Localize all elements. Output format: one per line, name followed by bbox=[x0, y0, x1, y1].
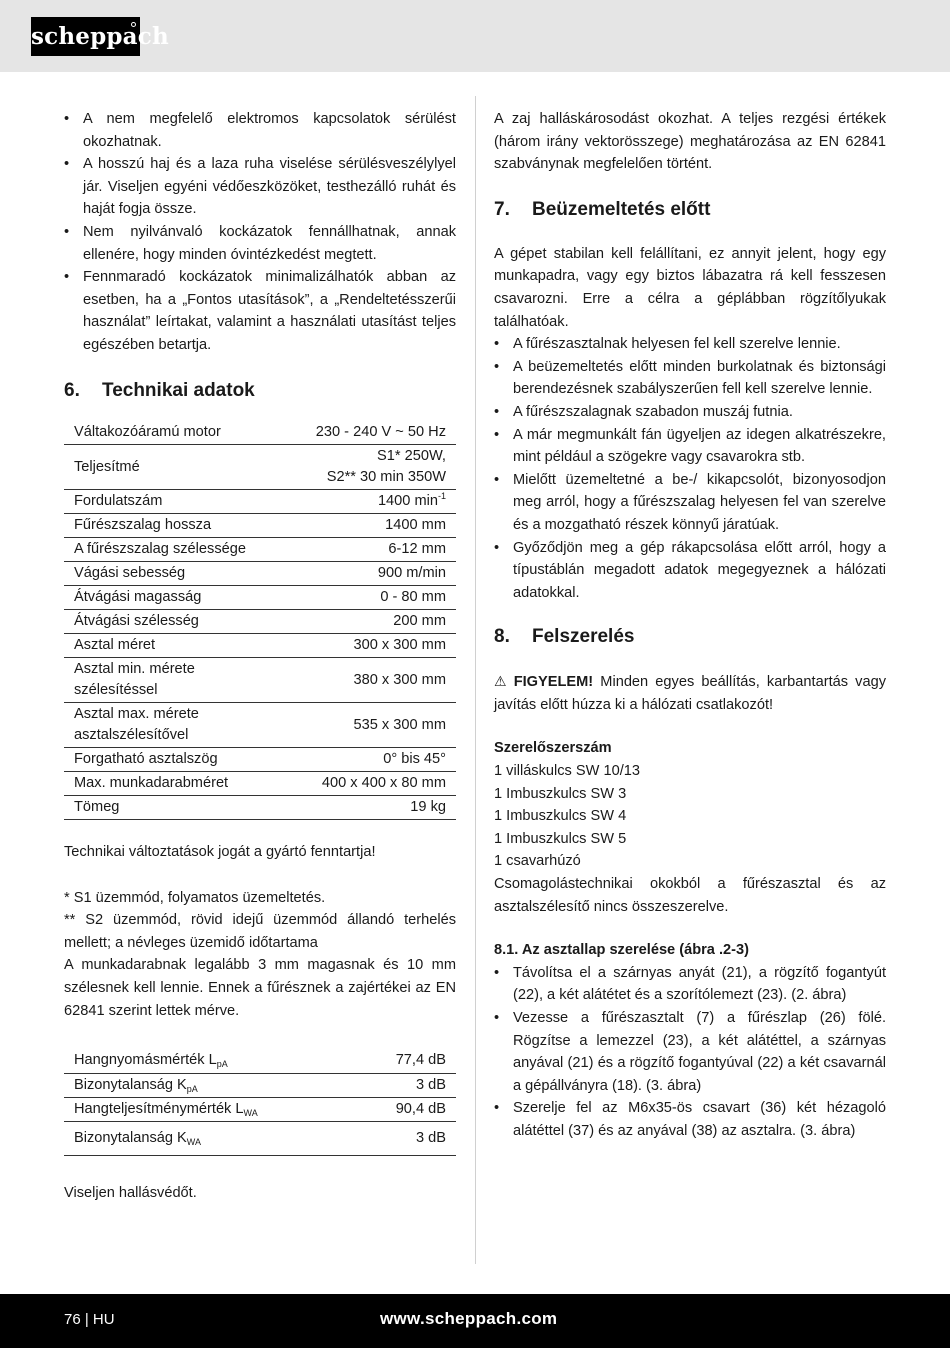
s1-note: * S1 üzemmód, folyamatos üzemeltetés. bbox=[64, 889, 326, 906]
list-item: • Fennmaradó kockázatok minimalizálhatók abban az esetben, ha a „Fontos utasítások”, a „Rendeltetésszerűi használat” leírtakat, valamint a használati utasítást teljes egészében betartja. bbox=[64, 266, 456, 356]
workpiece-note: A munkadarabnak legalább 3 mm magasnak és 10 mm szélesnek kell lennie. Ennek a fűrésznek a zajértékei az EN 62841 szerint lettek mérve. bbox=[64, 957, 456, 1019]
header-band bbox=[0, 0, 950, 72]
pre-start-list bbox=[494, 333, 886, 604]
table-assembly-list bbox=[494, 962, 886, 1143]
list-item: • A fűrészasztalnak helyesen fel kell szerelve lennie. bbox=[494, 333, 886, 356]
table-row: Tömeg 19 kg bbox=[64, 796, 456, 820]
column-divider bbox=[475, 96, 476, 1264]
registered-mark-icon bbox=[131, 22, 136, 27]
list-item: • Távolítsa el a szárnyas anyát (21), a rögzítő fogantyút (22), a két alátétet és a szorítólemezt (23). (2. ábra) bbox=[494, 962, 886, 1007]
table-row: Asztal méret 300 x 300 mm bbox=[64, 634, 456, 658]
table-row: A fűrészszalag szélessége 6-12 mm bbox=[64, 538, 456, 562]
table-row: Teljesítmé S1* 250W, S2** 30 min 350W bbox=[64, 445, 456, 490]
spec-table bbox=[64, 421, 456, 821]
risk-list bbox=[64, 108, 456, 357]
subsection-heading-8-1: 8.1. Az asztallap szerelése (ábra .2-3) bbox=[494, 942, 749, 959]
list-item: • Szerelje fel az M6x35-ös csavart (36) két hézagoló alátéttel (37) és az anyával (38) az asztalra. (3. ábra) bbox=[494, 1097, 886, 1142]
left-column bbox=[64, 108, 456, 1204]
list-item: 1 Imbuszkulcs SW 3 bbox=[494, 785, 627, 802]
table-row: Bizonytalanság $K_{WA}$ 3 dB bbox=[64, 1121, 456, 1155]
table-row: Átvágási magasság 0 - 80 mm bbox=[64, 586, 456, 610]
footer-bar bbox=[0, 1294, 950, 1348]
tools-list bbox=[494, 760, 886, 873]
table-row: Forgatható asztalszög 0° bis 45° bbox=[64, 748, 456, 772]
noise-intro: A zaj halláskárosodást okozhat. A teljes rezgési értékek (három irány vektorösszege) meghatározása az EN 62841 szabványnak megfelelően történt. bbox=[494, 111, 886, 173]
list-item: • Mielőtt üzemeltetné a be-/ kikapcsolót, bizonyosodjon meg arról, hogy a fűrészszalag helyesen fel van szerelve és a mozgatható részek könnyű járatúak. bbox=[494, 469, 886, 537]
packaging-note: Csomagolástechnikai okokból a fűrészasztal és az asztalszélesítő nincs összeszerelve. bbox=[494, 876, 886, 915]
list-item: • A hosszú haj és a laza ruha viselése sérülésveszélylyel jár. Viseljen egyéni védőeszközöket, testhezálló ruhát és haját fogja össze. bbox=[64, 153, 456, 221]
table-row: Váltakozóáramú motor 230 - 240 V ~ 50 Hz bbox=[64, 421, 456, 445]
s2-note: ** S2 üzemmód, rövid idejű üzemmód állandó terhelés mellett; a névleges üzemidő időtartama bbox=[64, 912, 456, 951]
warning-paragraph: ⚠ FIGYELEM! Minden egyes beállítás, karbantartás vagy javítás előtt húzza ki a hálózati csatlakozót! bbox=[494, 670, 886, 716]
tools-heading: Szerelőszerszám bbox=[494, 740, 612, 757]
table-row: Fűrészszalag hossza 1400 mm bbox=[64, 514, 456, 538]
noise-table bbox=[64, 1049, 456, 1156]
brand-logo: scheppach bbox=[31, 17, 140, 56]
list-item: • A már megmunkált fán ügyeljen az idegen alkatrészekre, mint például a szögekre vagy csavarokra stb. bbox=[494, 424, 886, 469]
table-row: Hangteljesítménymérték $L_{WA}$ 90,4 dB bbox=[64, 1097, 456, 1121]
table-row: Asztal max. mérete asztalszélesítővel 535 x 300 mm bbox=[64, 703, 456, 748]
page-number: 76 | HU bbox=[64, 1311, 115, 1328]
list-item: 1 csavarhúzó bbox=[494, 853, 581, 870]
list-item: • Győződjön meg a gép rákapcsolása előtt arról, hogy a típustáblán megadott adatok megegyeznek a hálózati adatokkal. bbox=[494, 537, 886, 605]
warning-triangle-icon: ⚠ bbox=[494, 673, 507, 690]
list-item: • A nem megfelelő elektromos kapcsolatok sérülést okozhatnak. bbox=[64, 108, 456, 153]
tech-change-note: Technikai változtatások jogát a gyártó fenntartja! bbox=[64, 844, 376, 861]
table-row: Max. munkadarabméret 400 x 400 x 80 mm bbox=[64, 772, 456, 796]
table-row: Hangnyomásmérték $L_{pA}$ 77,4 dB bbox=[64, 1049, 456, 1073]
list-item: 1 Imbuszkulcs SW 4 bbox=[494, 808, 627, 825]
table-row: Bizonytalanság $K_{pA}$ 3 dB bbox=[64, 1073, 456, 1097]
section-heading-8: 8. Felszerelés bbox=[494, 626, 635, 648]
section-heading-7: 7. Beüzemeltetés előtt bbox=[494, 198, 711, 220]
list-item: 1 villáskulcs SW 10/13 bbox=[494, 763, 640, 780]
list-item: • A fűrészszalagnak szabadon muszáj futnia. bbox=[494, 401, 886, 424]
table-row: Átvágási szélesség 200 mm bbox=[64, 610, 456, 634]
list-item: • Nem nyilvánvaló kockázatok fennállhatnak, annak ellenére, hogy minden óvintézkedést megtett. bbox=[64, 221, 456, 266]
list-item: • Vezesse a fűrészasztalt (7) a fűrészlap (26) fölé. Rögzítse a lemezzel (23), a két alátéttel, a szárnyas anyával (21) és a rögzítő fogantyúval (22) a két csavarnál a gépállványra (18). (3. ábra) bbox=[494, 1007, 886, 1097]
right-column bbox=[494, 108, 886, 1143]
website-url: www.scheppach.com bbox=[380, 1309, 558, 1328]
table-row: Asztal min. mérete szélesítéssel 380 x 300 mm bbox=[64, 658, 456, 703]
setup-paragraph: A gépet stabilan kell felállítani, ez annyit jelent, hogy egy munkapadra, vagy egy biztos lábazatra rá kell fesszesen csavarozni. Erre a célra a géplábban rögzítőlyukak találhatóak. bbox=[494, 245, 886, 330]
list-item: 1 Imbuszkulcs SW 5 bbox=[494, 830, 627, 847]
hearing-protection-note: Viseljen hallásvédőt. bbox=[64, 1184, 197, 1201]
section-heading-6: 6. Technikai adatok bbox=[64, 379, 255, 401]
list-item: • A beüzemeltetés előtt minden burkolatnak és biztonsági berendezésnek szabályszerűen fell kell szerelve lennie. bbox=[494, 356, 886, 401]
table-row: Vágási sebesség 900 m/min bbox=[64, 562, 456, 586]
table-row: Fordulatszám 1400 $\min^{-1}$ bbox=[64, 490, 456, 514]
